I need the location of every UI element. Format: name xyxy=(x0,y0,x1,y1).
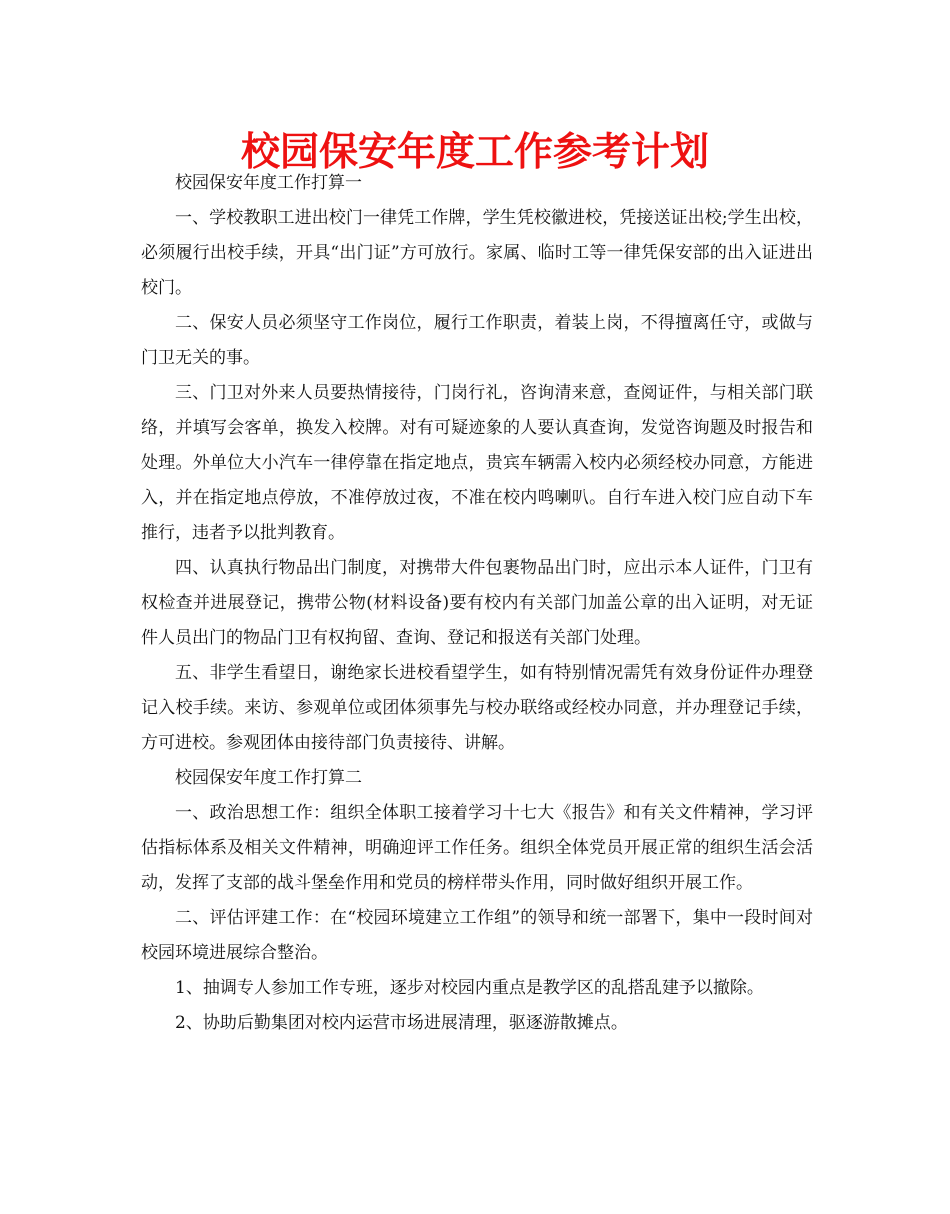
paragraph-entry-exit-rules: 一、学校教职工进出校门一律凭工作牌，学生凭校徽进校，凭接送证出校;学生出校，必须履行出校手续，开具“出门证”方可放行。家属、临时工等一律凭保安部的出入证进出校门。 xyxy=(141,208,813,298)
paragraph-parent-visits: 五、非学生看望日，谢绝家长进校看望学生，如有特别情况需凭有效身份证件办理登记入校手续。来访、参观单位或团体须事先与校办联络或经校办同意，并办理登记手续，方可进校。参观团体由接待部门负责接待、讲解。 xyxy=(141,663,813,753)
paragraph-plan-one-heading: 校园保安年度工作打算一 xyxy=(175,173,362,193)
paragraph-goods-exit: 四、认真执行物品出门制度，对携带大件包裹物品出门时，应出示本人证件，门卫有权检查并进展登记，携带公物(材料设备)要有校内有关部门加盖公章的出入证明，对无证件人员出门的物品门卫有权拘留、查询、登记和报送有关部门处理。 xyxy=(141,558,813,648)
paragraph-item-2: 2、协助后勤集团对校内运营市场进展清理，驱逐游散摊点。 xyxy=(175,1013,628,1033)
paragraph-political-work: 一、政治思想工作：组织全体职工接着学习十七大《报告》和有关文件精神，学习评估指标体系及相关文件精神，明确迎评工作任务。组织全体党员开展正常的组织生活会活动，发挥了支部的战斗堡垒作用和党员的榜样带头作用，同时做好组织开展工作。 xyxy=(141,803,813,893)
paragraph-plan-two-heading: 校园保安年度工作打算二 xyxy=(175,768,362,788)
paragraph-evaluation-work: 二、评估评建工作：在“校园环境建立工作组”的领导和统一部署下，集中一段时间对校园环境进展综合整治。 xyxy=(141,908,813,963)
document-body xyxy=(141,166,813,1041)
document-title: 校园保安年度工作参考计划 xyxy=(240,129,709,175)
paragraph-visitor-reception: 三、门卫对外来人员要热情接待，门岗行礼，咨询清来意，查阅证件，与相关部门联络，并填写会客单，换发入校牌。对有可疑迹象的人要认真查询，发觉咨询题及时报告和处理。外单位大小汽车一律停靠在指定地点，贵宾车辆需入校内必须经校办同意，方能进入，并在指定地点停放，不准停放过夜，不准在校内鸣喇叭。自行车进入校门应自动下车推行，违者予以批判教育。 xyxy=(141,383,813,543)
paragraph-guard-duties: 二、保安人员必须坚守工作岗位，履行工作职责，着装上岗，不得擅离任守，或做与门卫无关的事。 xyxy=(141,313,813,368)
paragraph-item-1: 1、抽调专人参加工作专班，逐步对校园内重点是教学区的乱搭乱建予以撤除。 xyxy=(175,978,764,998)
